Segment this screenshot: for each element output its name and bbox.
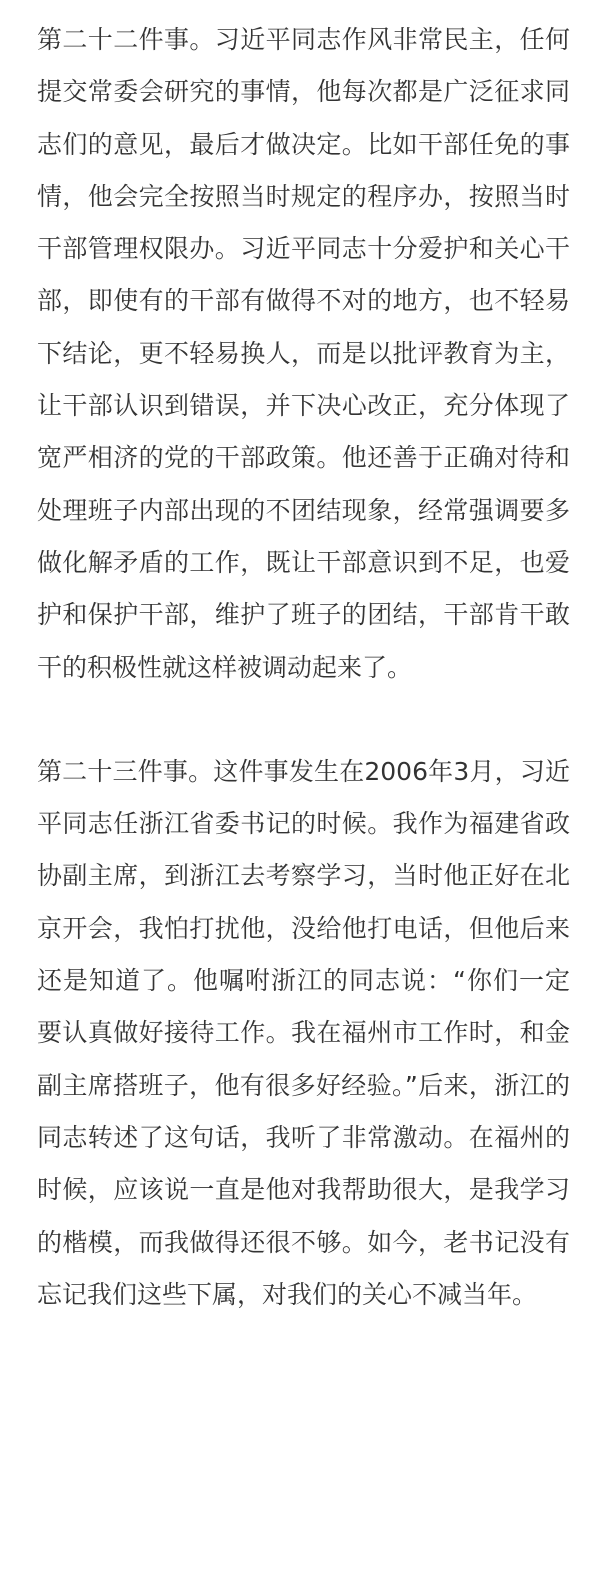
paragraph-22nd-matter: 第二十二件事。习近平同志作风非常民主，任何提交常委会研究的事情，他每次都是广泛征求同志们的意见，最后才做决定。比如干部任免的事情，他会完全按照当时规定的程序办，按照当时干部管理权限办。习近平同志十分爱护和关心干部，即使有的干部有做得不对的地方，也不轻易下结论，更不轻易换人，而是以批评教育为主，让干部认识到错误，并下决心改正，充分体现了宽严相济的党的干部政策。他还善于正确对待和处理班子内部出现的不团结现象，经常强调要多做化解矛盾的工作，既让干部意识到不足，也爱护和保护干部，维护了班子的团结，干部肯干敢干的积极性就这样被调动起来了。 [37,25,570,682]
paragraph-23rd-matter: 第二十三件事。这件事发生在2006年3月，习近平同志任浙江省委书记的时候。我作为福建省政协副主席，到浙江去考察学习，当时他正好在北京开会，我怕打扰他，没给他打电话，但他后来还是知道了。他嘱咐浙江的同志说：“你们一定要认真做好接待工作。我在福州市工作时，和金副主席搭班子，他有很多好经验。”后来，浙江的同志转述了这句话，我听了非常激动。在福州的时候，应该说一直是他对我帮助很大，是我学习的楷模，而我做得还很不够。如今，老书记没有忘记我们这些下属，对我们的关心不减当年。 [37,756,570,1309]
